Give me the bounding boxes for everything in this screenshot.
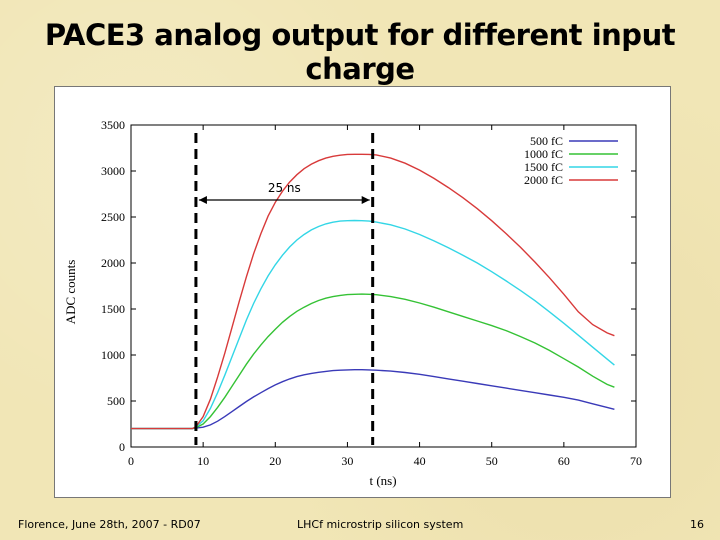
x-tick-label: 40 bbox=[413, 454, 426, 468]
footer-topic: LHCf microstrip silicon system bbox=[297, 518, 464, 531]
chart-panel bbox=[54, 86, 671, 498]
x-tick-label: 60 bbox=[557, 454, 570, 468]
x-tick-label: 50 bbox=[485, 454, 498, 468]
y-tick-label: 3000 bbox=[101, 164, 125, 178]
legend-label: 500 fC bbox=[530, 134, 563, 148]
y-tick-label: 500 bbox=[107, 394, 125, 408]
y-tick-label: 2500 bbox=[101, 210, 125, 224]
series-line-2000-fc bbox=[131, 154, 614, 428]
x-tick-label: 0 bbox=[128, 454, 134, 468]
y-axis-label: ADC counts bbox=[63, 259, 78, 325]
adc-vs-time-chart bbox=[55, 87, 670, 497]
y-tick-label: 2000 bbox=[101, 256, 125, 270]
y-tick-label: 3500 bbox=[101, 118, 125, 132]
x-tick-label: 70 bbox=[630, 454, 642, 468]
x-tick-label: 30 bbox=[341, 454, 354, 468]
y-tick-label: 0 bbox=[119, 440, 125, 454]
legend-label: 1500 fC bbox=[524, 160, 563, 174]
x-tick-label: 10 bbox=[197, 454, 210, 468]
page-number: 16 bbox=[690, 518, 704, 531]
y-tick-label: 1500 bbox=[101, 302, 125, 316]
annotation-label: 25 ns bbox=[267, 181, 301, 195]
y-tick-label: 1000 bbox=[101, 348, 125, 362]
slide-title: PACE3 analog output for different input charge bbox=[44, 18, 676, 86]
x-tick-label: 20 bbox=[269, 454, 282, 468]
annotation-arrowhead-left bbox=[199, 196, 207, 204]
footer-event: Florence, June 28th, 2007 - RD07 bbox=[18, 518, 201, 531]
x-axis-label: t (ns) bbox=[369, 473, 397, 488]
legend-label: 1000 fC bbox=[524, 147, 563, 161]
annotation-arrowhead-right bbox=[362, 196, 370, 204]
legend-label: 2000 fC bbox=[524, 173, 563, 187]
